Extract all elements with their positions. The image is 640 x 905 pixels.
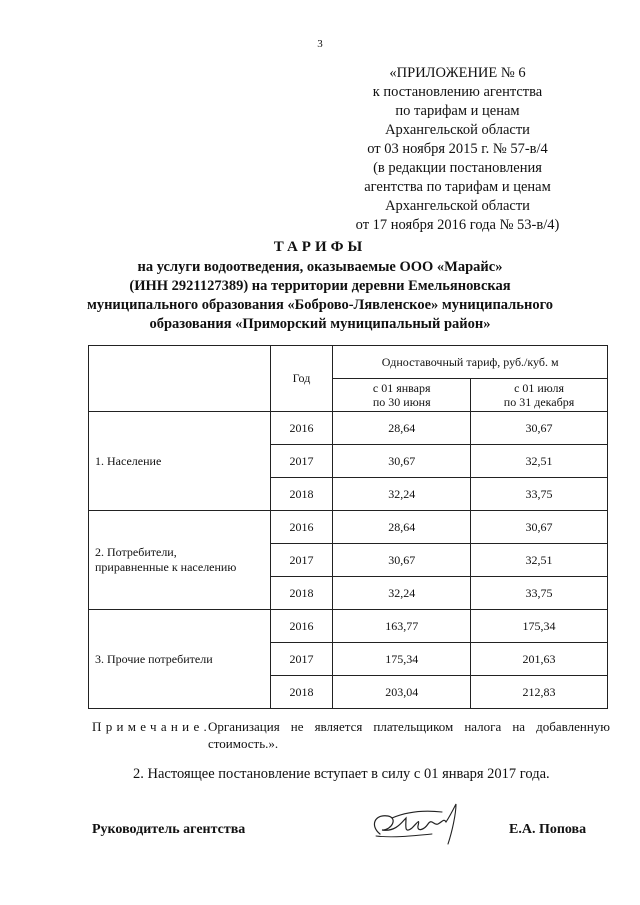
- period2-line: по 31 декабря: [503, 395, 575, 409]
- note-label: Примечание.: [92, 719, 212, 734]
- tariff-h2-cell: 212,83: [471, 676, 608, 709]
- signatory-name: Е.А. Попова: [509, 822, 587, 837]
- signatory-position: Руководитель агентства: [92, 822, 246, 837]
- category-label: приравненные к населению: [95, 560, 237, 574]
- tariff-h1-cell: 163,77: [333, 610, 471, 643]
- title-heading: ТАРИФЫ: [273, 239, 367, 255]
- appendix-line: Архангельской области: [385, 198, 530, 214]
- note-text-line: Организация не является плательщиком налога на добавленную: [208, 719, 610, 734]
- year-cell: 2016: [270, 412, 333, 445]
- appendix-header: [330, 64, 585, 235]
- appendix-line: от 17 ноября 2016 года № 53-в/4): [355, 217, 560, 233]
- tariff-h1-cell: 28,64: [333, 412, 471, 445]
- tariff-h1-cell: 30,67: [333, 445, 471, 478]
- year-header-cell: Год: [270, 346, 333, 412]
- table-header-row: [89, 346, 608, 379]
- category-cell: [89, 412, 271, 511]
- year-cell: 2017: [270, 643, 333, 676]
- table-row: [89, 511, 608, 544]
- category-label: 2. Потребители,: [95, 545, 177, 559]
- tariff-h2-cell: 32,51: [471, 544, 608, 577]
- year-cell: 2018: [270, 577, 333, 610]
- tariff-h2-cell: 201,63: [471, 643, 608, 676]
- tariff-h1-cell: 32,24: [333, 478, 471, 511]
- period1-header-cell: [333, 379, 471, 412]
- year-cell: 2016: [270, 511, 333, 544]
- table-row: [89, 610, 608, 643]
- appendix-line: Архангельской области: [385, 122, 530, 138]
- period2-header-cell: [471, 379, 608, 412]
- category-header-cell: [89, 346, 271, 412]
- effective-date-paragraph: 2. Настоящее постановление вступает в силу с 01 января 2017 года.: [133, 766, 550, 782]
- title-line: образования «Приморский муниципальный район»: [149, 316, 491, 332]
- title-line: на услуги водоотведения, оказываемые ООО «Марайс»: [137, 259, 503, 275]
- tariff-h1-cell: 175,34: [333, 643, 471, 676]
- period2-line: с 01 июля: [514, 381, 564, 395]
- appendix-line: агентства по тарифам и ценам: [364, 179, 551, 195]
- category-cell: [89, 511, 271, 610]
- appendix-line: «ПРИЛОЖЕНИЕ № 6: [389, 65, 526, 81]
- tariff-h1-cell: 30,67: [333, 544, 471, 577]
- appendix-line: от 03 ноября 2015 г. № 57-в/4: [367, 141, 548, 157]
- appendix-line: (в редакции постановления: [373, 160, 542, 176]
- category-cell: [89, 610, 271, 709]
- tariff-h2-cell: 30,67: [471, 511, 608, 544]
- category-label: 3. Прочие потребители: [95, 651, 213, 666]
- tariff-h2-cell: 33,75: [471, 478, 608, 511]
- appendix-line: к постановлению агентства: [372, 84, 543, 100]
- year-cell: 2016: [270, 610, 333, 643]
- year-cell: 2017: [270, 445, 333, 478]
- year-cell: 2018: [270, 676, 333, 709]
- tariff-h2-cell: 30,67: [471, 412, 608, 445]
- tariff-header-cell: Одноставочный тариф, руб./куб. м: [333, 346, 608, 379]
- period1-line: по 30 июня: [372, 395, 431, 409]
- title-line: (ИНН 2921127389) на территории деревни Емельяновская: [129, 278, 511, 294]
- tariff-h2-cell: 33,75: [471, 577, 608, 610]
- document-title: [0, 238, 640, 334]
- handwritten-signature: [362, 796, 472, 856]
- note-text-line: стоимость.».: [208, 736, 279, 751]
- tariff-h1-cell: 32,24: [333, 577, 471, 610]
- period1-line: с 01 января: [372, 381, 431, 395]
- tariff-h2-cell: 32,51: [471, 445, 608, 478]
- table-row: [89, 412, 608, 445]
- appendix-line: по тарифам и ценам: [395, 103, 520, 119]
- tariffs-table: [88, 345, 608, 709]
- tariff-h1-cell: 203,04: [333, 676, 471, 709]
- year-cell: 2018: [270, 478, 333, 511]
- tariff-h2-cell: 175,34: [471, 610, 608, 643]
- category-label: 1. Население: [95, 453, 162, 468]
- title-line: муниципального образования «Боброво-Лявленское» муниципального: [86, 297, 554, 313]
- page-number: 3: [317, 38, 323, 50]
- note-text: [208, 718, 610, 752]
- year-cell: 2017: [270, 544, 333, 577]
- tariff-h1-cell: 28,64: [333, 511, 471, 544]
